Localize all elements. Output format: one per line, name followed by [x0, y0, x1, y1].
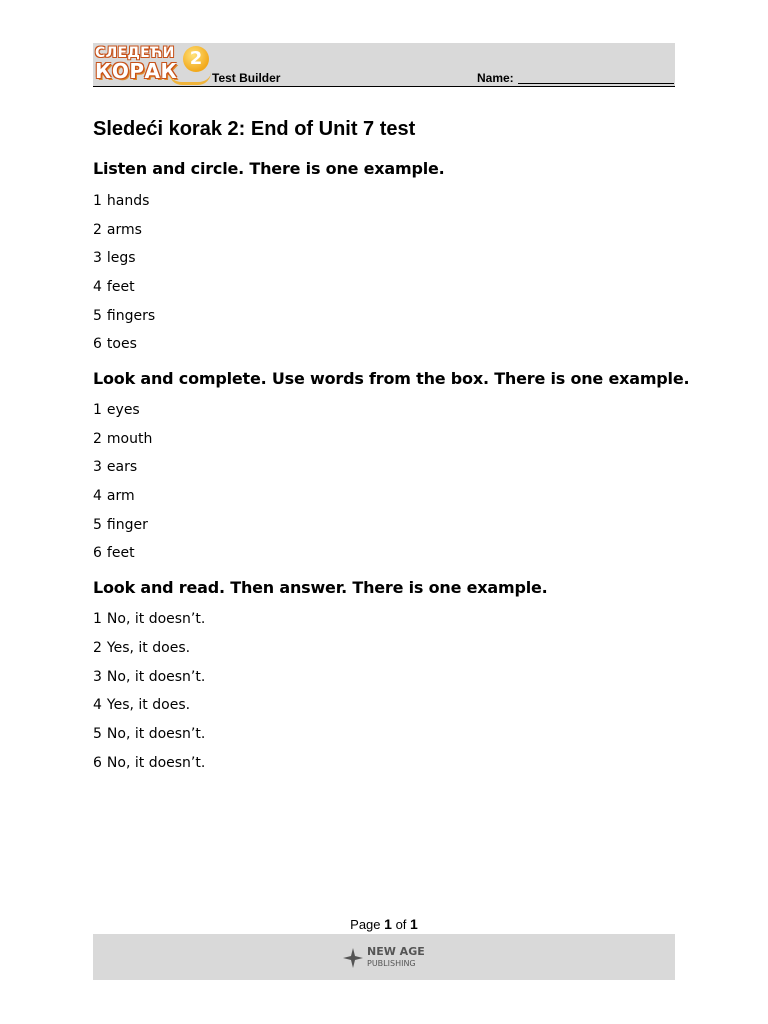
publisher-line2: PUBLISHING: [367, 959, 416, 968]
page-word: Page: [350, 917, 381, 932]
list-item: [93, 697, 190, 713]
list-item: [93, 517, 148, 533]
name-blank-line: [518, 83, 674, 84]
new-age-publishing-logo: [343, 943, 433, 971]
item-text: feet: [106, 545, 135, 561]
page-total: 1: [410, 916, 418, 932]
item-text: No, it doesn’t.: [106, 611, 206, 627]
item-text: hands: [106, 193, 150, 209]
item-number: 1: [93, 611, 102, 627]
list-item: [93, 336, 137, 352]
list-item: [93, 308, 155, 324]
item-number: 3: [93, 459, 102, 475]
item-text: feet: [106, 279, 135, 295]
item-text: finger: [106, 517, 148, 533]
list-item: [93, 545, 135, 561]
item-number: 1: [93, 193, 102, 209]
item-number: 3: [93, 250, 102, 266]
item-text: legs: [106, 250, 136, 266]
item-text: Yes, it does.: [106, 640, 191, 656]
item-text: No, it doesn’t.: [106, 669, 206, 685]
list-item: [93, 402, 140, 418]
list-item: [93, 250, 136, 266]
item-number: 6: [93, 336, 102, 352]
item-number: 4: [93, 697, 102, 713]
of-word: of: [395, 917, 407, 932]
test-builder-label: Test Builder: [212, 71, 281, 85]
item-text: mouth: [106, 431, 153, 447]
logo-line1: СЛЕДЕЋИ: [95, 45, 175, 61]
sledeci-korak-logo: [95, 44, 213, 84]
publisher-star-icon: [343, 948, 363, 968]
item-number: 5: [93, 517, 102, 533]
list-item: [93, 640, 190, 656]
list-item: [93, 279, 135, 295]
item-number: 4: [93, 279, 102, 295]
section-heading: Listen and circle. There is one example.: [93, 159, 445, 178]
footer-bar: [93, 934, 675, 980]
item-number: 2: [93, 640, 102, 656]
item-text: No, it doesn’t.: [106, 755, 206, 771]
item-number: 2: [93, 431, 102, 447]
list-item: [93, 488, 135, 504]
section-heading: Look and complete. Use words from the box. There is one example.: [93, 369, 690, 388]
list-item: [93, 459, 137, 475]
list-item: [93, 222, 142, 238]
item-text: No, it doesn’t.: [106, 726, 206, 742]
list-item: [93, 669, 205, 685]
item-number: 4: [93, 488, 102, 504]
list-item: [93, 431, 152, 447]
item-number: 6: [93, 755, 102, 771]
list-item: [93, 726, 205, 742]
logo-line2: КОРАК: [95, 59, 178, 83]
item-number: 6: [93, 545, 102, 561]
item-text: ears: [106, 459, 138, 475]
page-title: Sledeći korak 2: End of Unit 7 test: [93, 118, 416, 140]
item-text: arm: [106, 488, 135, 504]
item-text: arms: [106, 222, 142, 238]
item-text: Yes, it does.: [106, 697, 191, 713]
item-number: 3: [93, 669, 102, 685]
page-number: [0, 916, 768, 932]
publisher-line1: NEW AGE: [367, 945, 425, 958]
page-current: 1: [384, 916, 392, 932]
list-item: [93, 755, 205, 771]
item-text: toes: [106, 336, 137, 352]
list-item: [93, 611, 205, 627]
header-bar: [93, 43, 675, 87]
name-label: Name:: [477, 71, 514, 85]
list-item: [93, 193, 149, 209]
item-number: 2: [93, 222, 102, 238]
item-text: eyes: [106, 402, 140, 418]
item-number: 5: [93, 308, 102, 324]
item-number: 1: [93, 402, 102, 418]
item-number: 5: [93, 726, 102, 742]
section-heading: Look and read. Then answer. There is one example.: [93, 578, 548, 597]
logo-number-badge: 2: [183, 46, 209, 72]
item-text: fingers: [106, 308, 156, 324]
logo-swoosh: [169, 72, 211, 85]
